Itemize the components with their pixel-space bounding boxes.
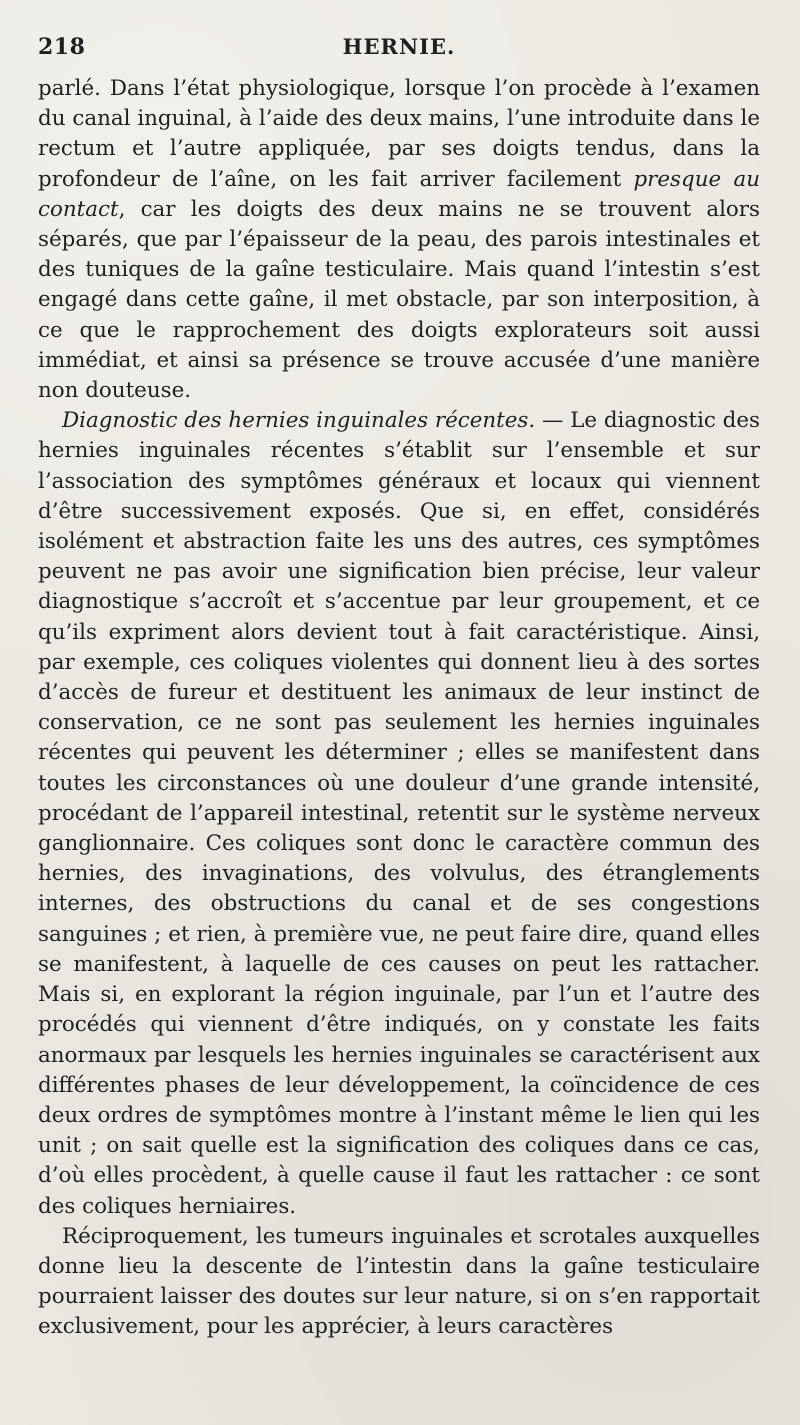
body-text xyxy=(38,74,760,1343)
page-header xyxy=(38,30,760,74)
paragraph-diagnostic xyxy=(38,406,760,1221)
paragraph-reciprocally xyxy=(38,1222,760,1343)
paragraph-text: — Le diagnostic des hernies inguinales récentes s’établit sur l’ensemble et sur l’association des symptômes généraux et locaux qui viennent d’être successivement exposés. Que si, en effet, considérés isolément et abstraction faite les uns des autres, ces symptômes peuvent ne pas avoir une signification bien précise, leur valeur diagnostique s’accroît et s’accentue par leur groupement, et ce qu’ils expriment alors devient tout à fait caractéristique. Ainsi, par exemple, ces coliques violentes qui donnent lieu à des sortes d’accès de fureur et destituent les animaux de leur instinct de conservation, ce ne sont pas seulement les hernies inguinales récentes qui peuvent les déterminer ; elles se manifestent dans toutes les circonstances où une douleur d’une grande intensité, procédant de l’appareil intestinal, retentit sur le système nerveux ganglionnaire. Ces coliques sont donc le caractère commun des hernies, des invaginations, des volvulus, des étranglements internes, des obstructions du canal et de ses congestions sanguines ; et rien, à première vue, ne peut faire dire, quand elles se manifestent, à laquelle de ces causes on peut les rattacher. Mais si, en explorant la région inguinale, par l’un et l’autre des procédés qui viennent d’être indiqués, on y constate les faits anormaux par lesquels les hernies inguinales se caractérisent aux différentes phases de leur développement, la coïncidence de ces deux ordres de symptômes montre à l’instant même le lien qui les unit ; on sait quelle est la signification des coliques dans ce cas, d’où elles procèdent, à quelle cause il faut les rattacher : ce sont des coliques herniaires. xyxy=(38,408,761,1219)
paragraph-text: Réciproquement, les tumeurs inguinales et scrotales auxquelles donne lieu la descente de l’intestin dans la gaîne testiculaire pourraient laisser des doutes sur leur nature, si on s’en rapportait exclusivement, pour les apprécier, à leurs caractères xyxy=(38,1223,760,1340)
section-heading: Diagnostic des hernies inguinales récentes. xyxy=(62,408,536,434)
paragraph-text: parlé. Dans l’état physiologique, lorsque l’on procède à l’examen du canal inguinal, à l’aide des deux mains, l’une introduite dans le rectum et l’autre appliquée, par ses doigts tendus, dans la profondeur de l’aîne, on les fait arriver facilement xyxy=(38,76,760,192)
paragraph-physiological-exam xyxy=(38,74,760,406)
page-number: 218 xyxy=(38,34,86,60)
italic-phrase: presque au contact xyxy=(38,166,760,222)
paragraph-text: , car les doigts des deux mains ne se trouvent alors séparés, que par l’épaisseur de la peau, des parois intestinales et des tuniques de la gaîne testiculaire. Mais quand l’intestin s’est engagé dans cette gaîne, il met obstacle, par son interposition, à ce que le rapprochement des doigts explorateurs soit aussi immédiat, et ainsi sa présence se trouve accusée d’une manière non douteuse. xyxy=(38,196,760,404)
running-title: HERNIE. xyxy=(342,34,456,59)
